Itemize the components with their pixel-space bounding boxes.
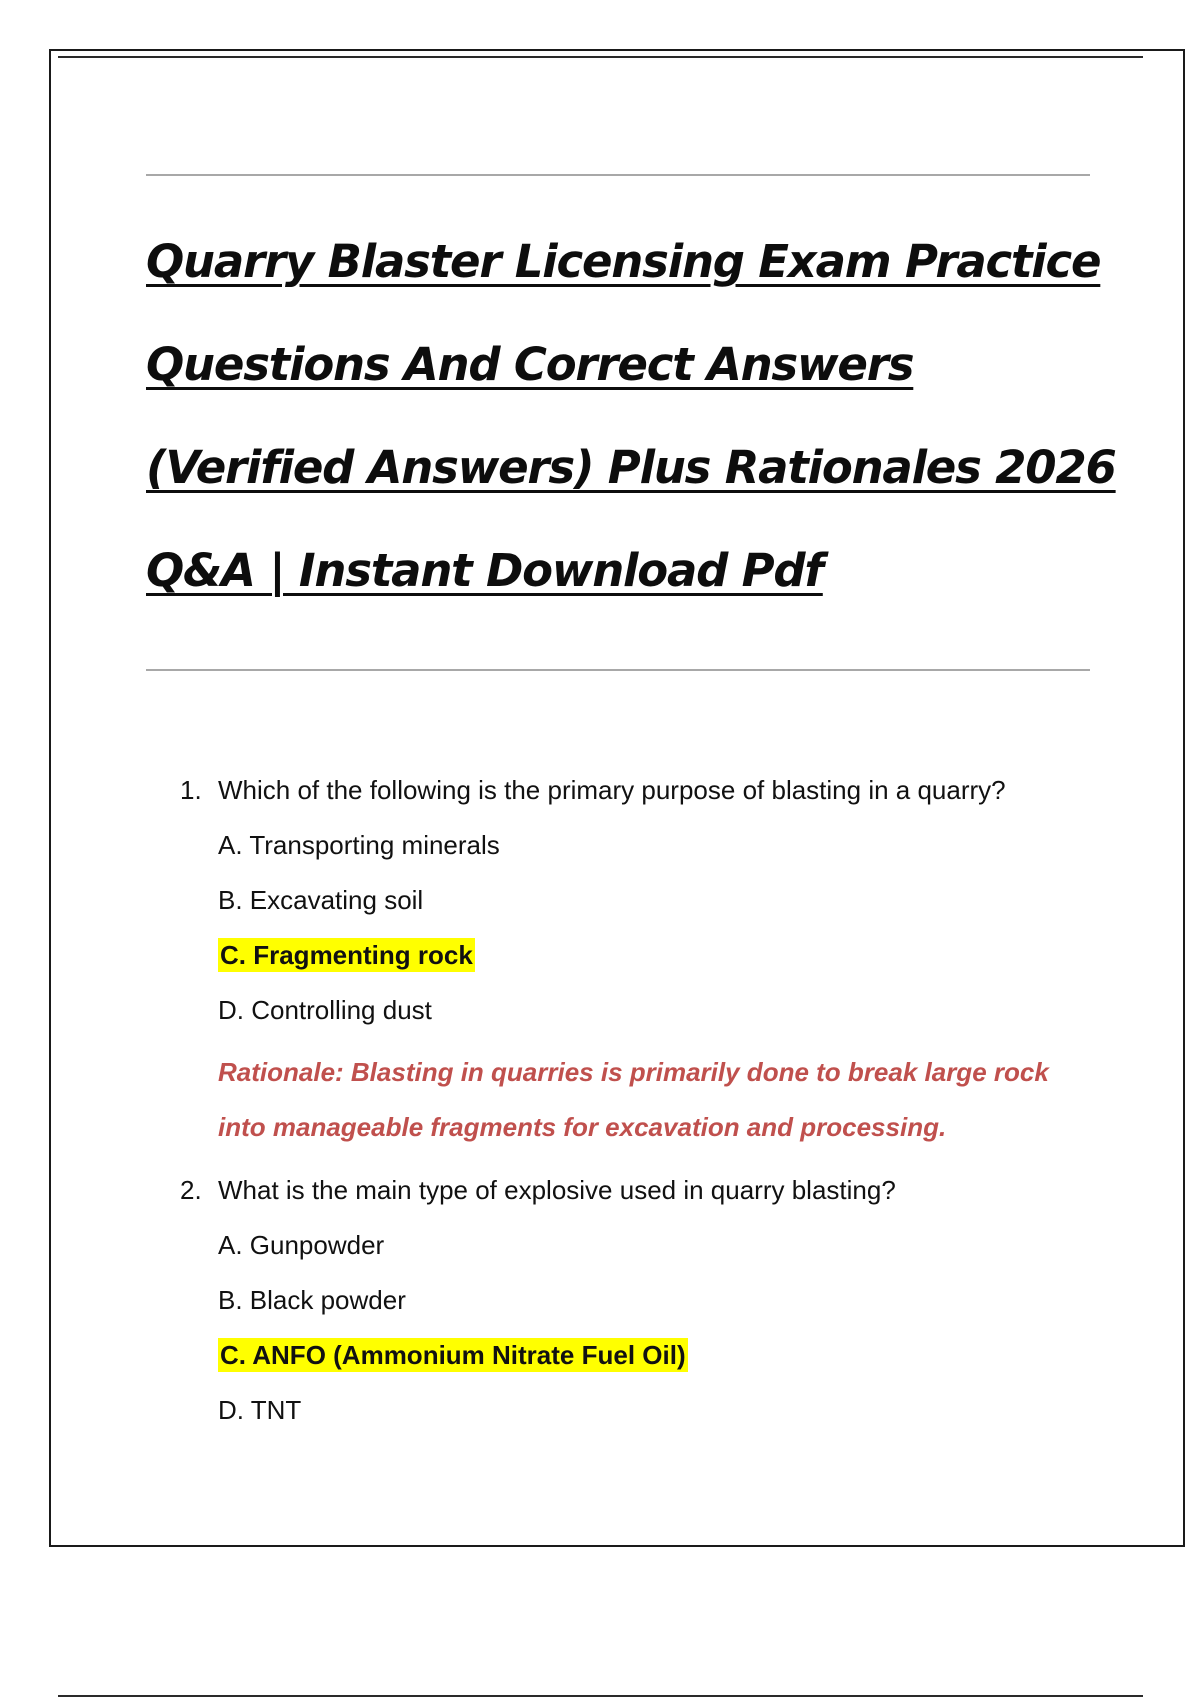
option-a: A. Transporting minerals	[218, 830, 500, 860]
title-separator-top	[146, 174, 1090, 176]
title-line-2: Questions And Correct Answers	[146, 338, 914, 391]
top-rule	[58, 56, 1143, 58]
question-stem: Which of the following is the primary purpose of blasting in a quarry?	[218, 775, 1006, 805]
question-1	[180, 770, 1100, 1155]
rationale	[218, 1045, 1098, 1155]
option-b: B. Black powder	[218, 1285, 406, 1315]
title-line-4: Q&A | Instant Download Pdf	[146, 544, 823, 597]
rationale-line-2: into manageable fragments for excavation and processing.	[218, 1112, 947, 1142]
title-line-3: (Verified Answers) Plus Rationales 2026	[146, 441, 1116, 494]
option-c-correct: C. ANFO (Ammonium Nitrate Fuel Oil)	[220, 1340, 686, 1370]
title-line-1: Quarry Blaster Licensing Exam Practice	[146, 235, 1101, 288]
bottom-rule	[58, 1695, 1143, 1697]
question-list	[180, 770, 1100, 1430]
question-1-text	[180, 770, 1100, 810]
question-2-text	[180, 1170, 1100, 1210]
question-number: 2.	[180, 1175, 202, 1205]
rationale-line-1: Rationale: Blasting in quarries is primarily done to break large rock	[218, 1057, 1049, 1087]
option-c-correct: C. Fragmenting rock	[220, 940, 473, 970]
document-title	[146, 210, 1116, 622]
option-d: D. Controlling dust	[218, 995, 432, 1025]
question-stem: What is the main type of explosive used in quarry blasting?	[218, 1175, 896, 1205]
title-separator-bottom	[146, 669, 1090, 671]
option-a: A. Gunpowder	[218, 1230, 385, 1260]
option-d: D. TNT	[218, 1395, 302, 1425]
question-2	[180, 1170, 1100, 1430]
option-b: B. Excavating soil	[218, 885, 424, 915]
question-number: 1.	[180, 775, 202, 805]
